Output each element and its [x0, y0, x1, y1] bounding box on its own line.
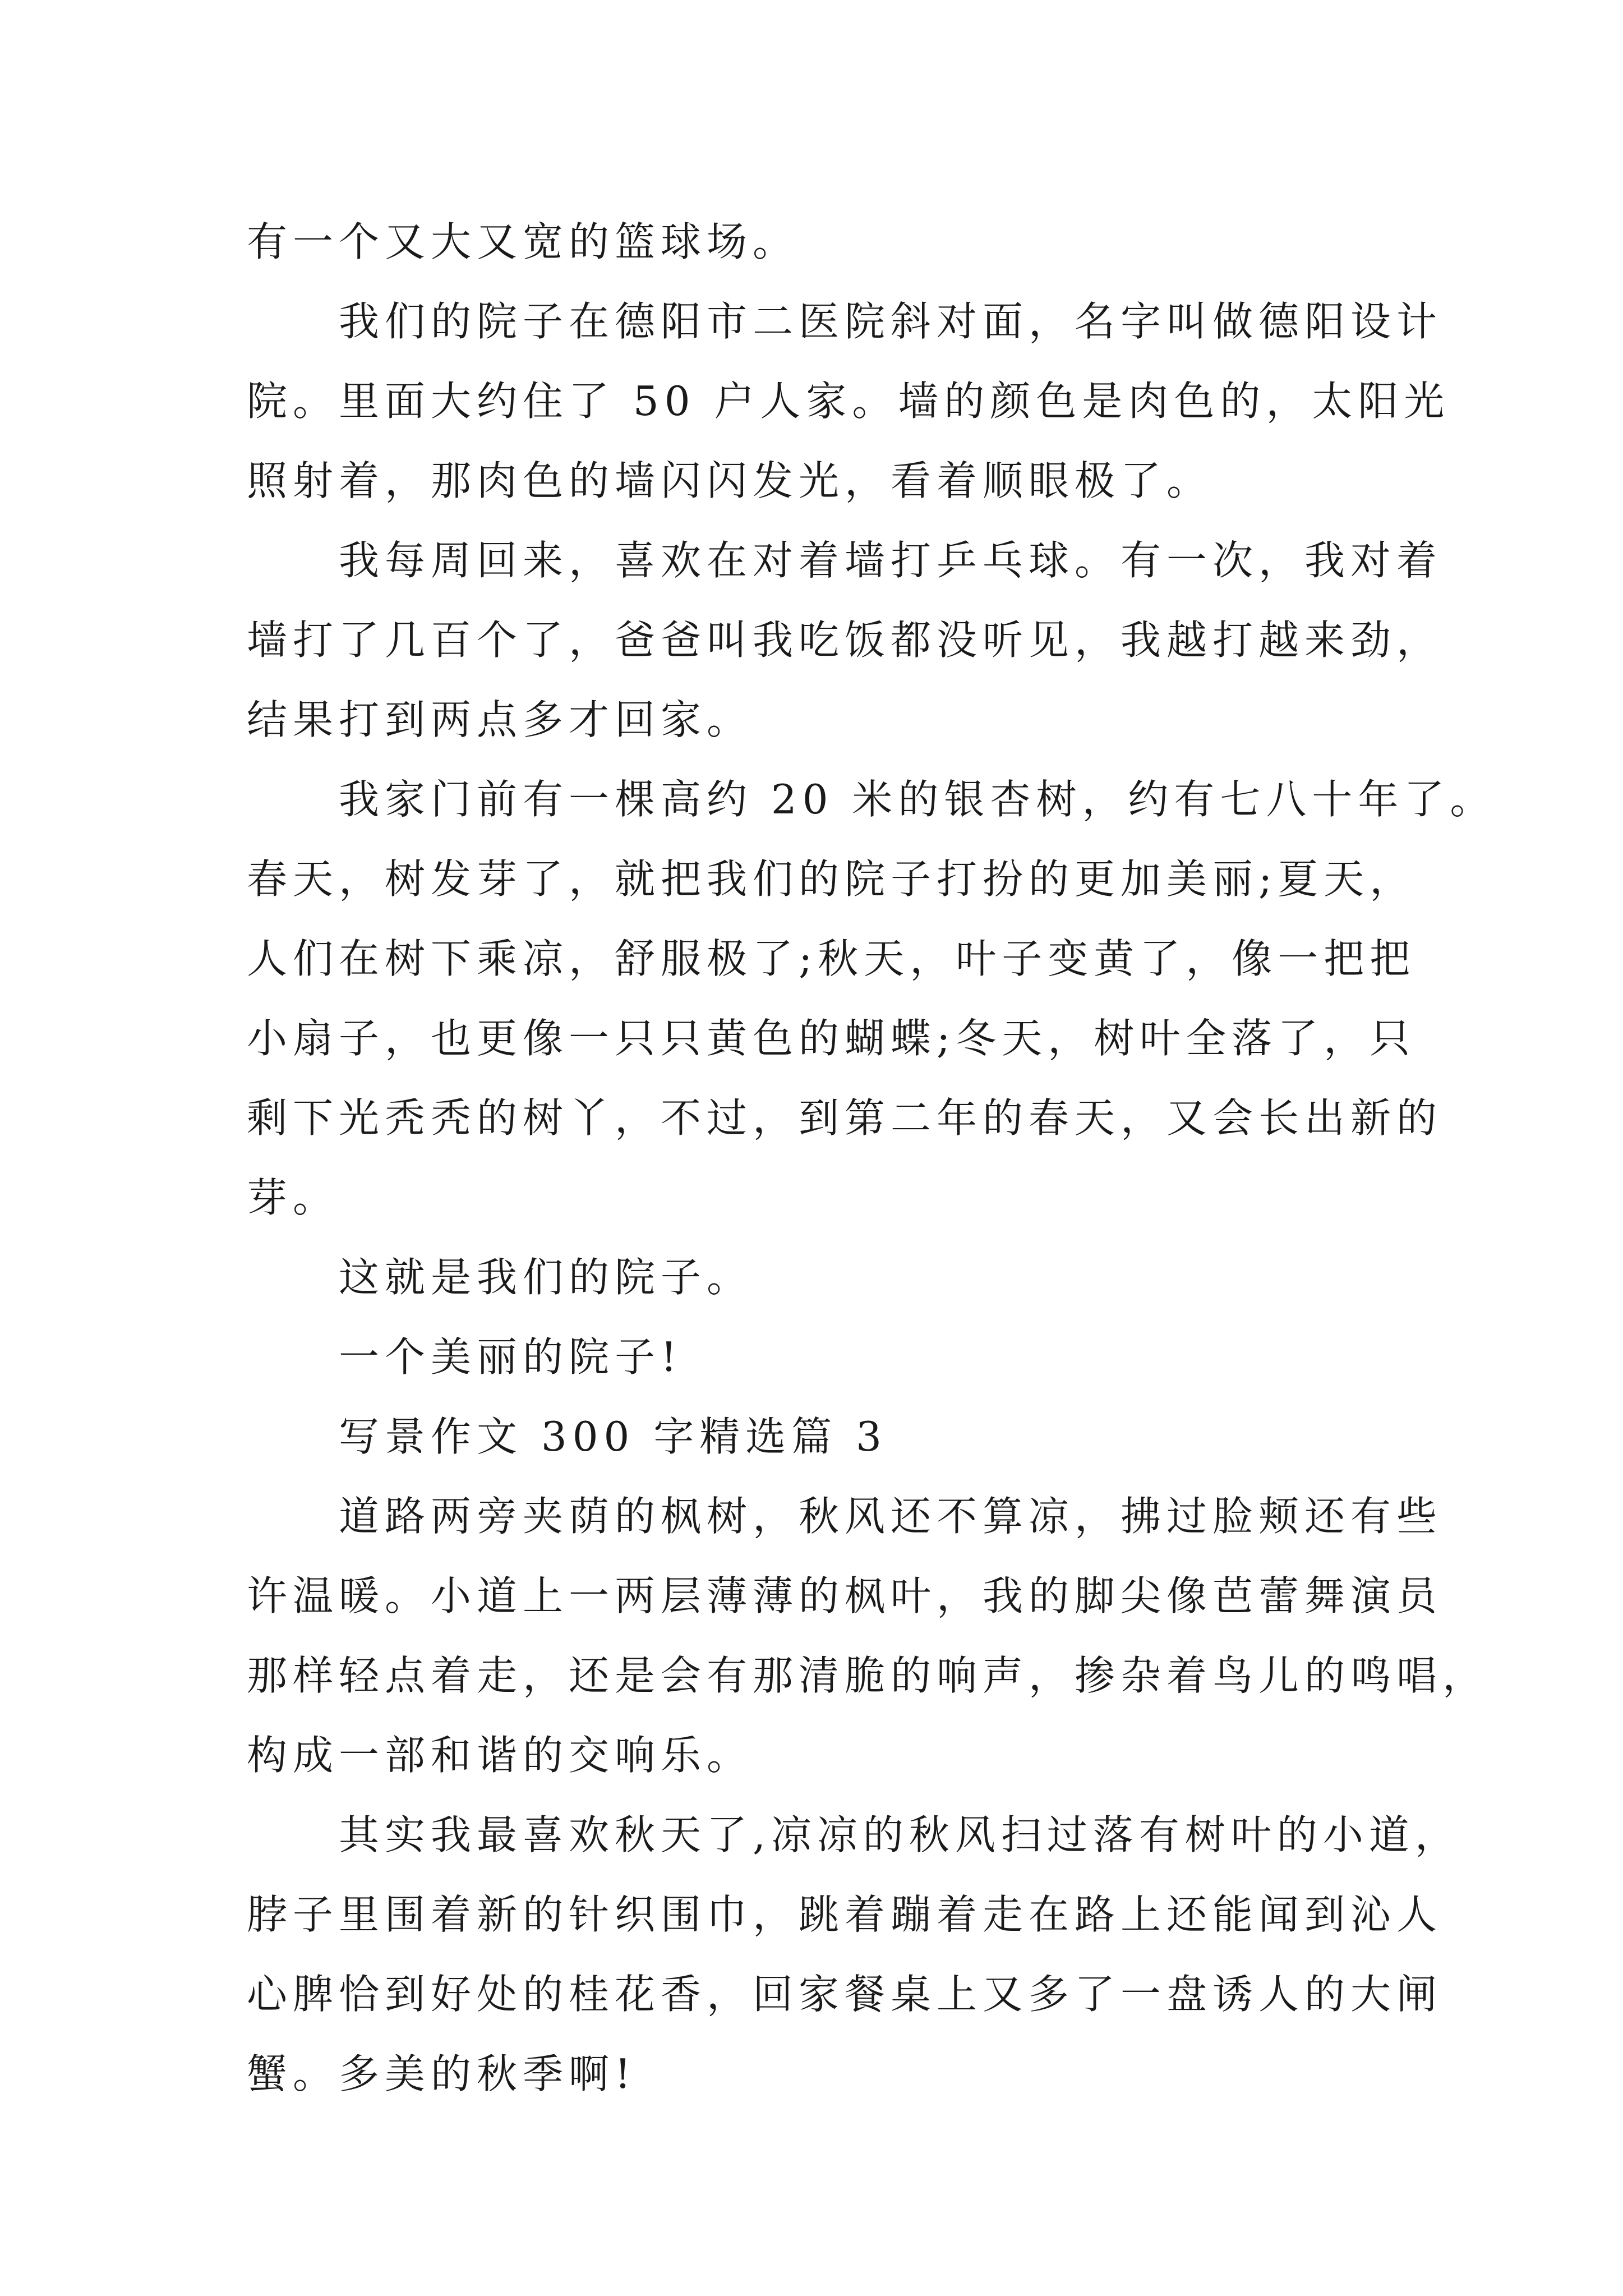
paragraph-courtyard-location [247, 282, 1450, 521]
text-line: 脖子里围着新的针织围巾，跳着蹦着走在路上还能闻到沁人 [247, 1891, 1443, 1938]
paragraph-this-is-courtyard [247, 1237, 1391, 1317]
text-line: 芽。 [247, 1174, 339, 1221]
paragraph-autumn [247, 1795, 1461, 2114]
paragraph-ping-pong [247, 521, 1443, 760]
paragraph-beautiful-courtyard [247, 1317, 1391, 1397]
text-line: 那样轻点着走，还是会有那清脆的响声，掺杂着鸟儿的鸣唱， [247, 1652, 1489, 1699]
text-line: 我家门前有一棵高约 20 米的银杏树，约有七八十年了。 [339, 776, 1496, 823]
text-line: 一个美丽的院子! [339, 1333, 683, 1381]
text-line: 道路两旁夹荫的枫树，秋风还不算凉，拂过脸颊还有些 [339, 1493, 1443, 1540]
text-line: 我们的院子在德阳市二医院斜对面，名字叫做德阳设计 [339, 298, 1443, 345]
text-line: 照射着，那肉色的墙闪闪发光，看着顺眼极了。 [247, 457, 1213, 504]
text-line: 其实我最喜欢秋天了,凉凉的秋风扫过落有树叶的小道， [339, 1811, 1461, 1858]
text-line: 剩下光秃秃的树丫，不过，到第二年的春天，又会长出新的 [247, 1094, 1443, 1142]
text-line: 小扇子，也更像一只只黄色的蝴蝶;冬天，树叶全落了，只 [247, 1015, 1416, 1062]
paragraph-maple-road [247, 1476, 1489, 1795]
text-line: 春天，树发芽了，就把我们的院子打扮的更加美丽;夏天， [247, 855, 1416, 903]
document-body [247, 202, 1496, 2114]
text-line: 这就是我们的院子。 [339, 1254, 753, 1301]
text-line: 人们在树下乘凉，舒服极了;秋天，叶子变黄了，像一把把 [247, 935, 1416, 982]
paragraph-ginkgo-tree [247, 760, 1496, 1237]
text-line: 结果打到两点多才回家。 [247, 696, 753, 743]
section-title: 写景作文 300 字精选篇 3 [339, 1413, 887, 1460]
text-line: 许温暖。小道上一两层薄薄的枫叶，我的脚尖像芭蕾舞演员 [247, 1572, 1443, 1619]
text-line: 墙打了几百个了，爸爸叫我吃饭都没听见，我越打越来劲， [247, 616, 1443, 664]
text-line: 构成一部和谐的交响乐。 [247, 1732, 753, 1779]
text-line: 我每周回来，喜欢在对着墙打乒乓球。有一次，我对着 [339, 537, 1443, 584]
section-heading [247, 1397, 1391, 1476]
text-line: 院。里面大约住了 50 户人家。墙的颜色是肉色的，太阳光 [247, 378, 1450, 425]
text-line: 蟹。多美的秋季啊! [247, 2050, 637, 2097]
text-line: 心脾恰到好处的桂花香，回家餐桌上又多了一盘诱人的大闸 [247, 1971, 1443, 2018]
paragraph-basketball-court [247, 202, 1391, 282]
text-line: 有一个又大又宽的篮球场。 [247, 218, 799, 265]
